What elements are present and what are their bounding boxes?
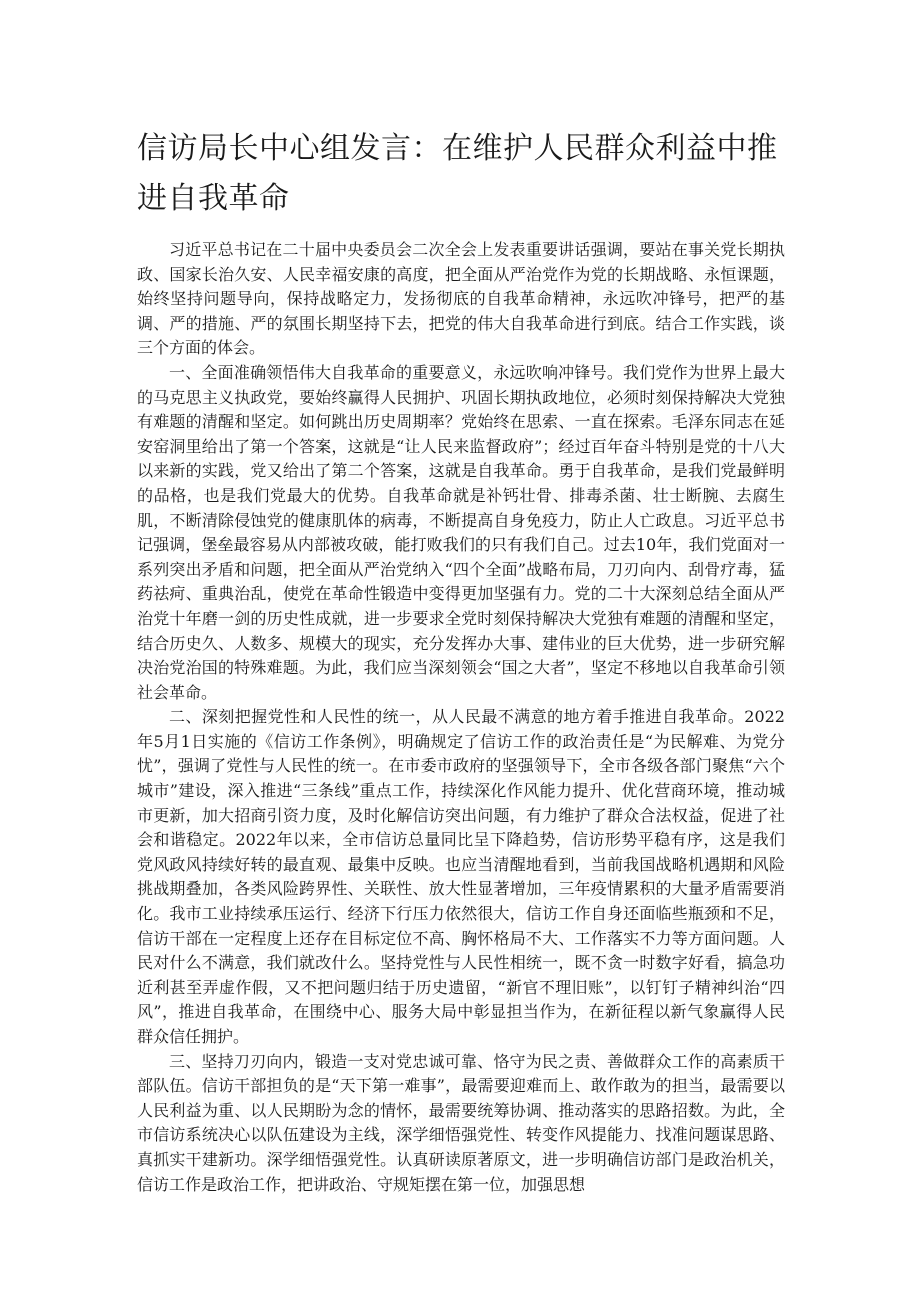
paragraph-section-3: 三、坚持刀刃向内，锻造一支对党忠诚可靠、恪守为民之责、善做群众工作的高素质干部队伍。信访干部担负的是“天下第一难事”，最需要迎难而上、敢作敢为的担当，最需要以人民利益为重、以人民期盼为念的情怀，最需要统筹协调、推动落实的思路招数。为此，全市信访系统决心以队伍建设为主线，深学细悟强党性、转变作风提能力、找准问题谋思路、真抓实干建新功。深学细悟强党性。认真研读原著原文，进一步明确信访部门是政治机关，信访工作是政治工作，把讲政治、守规矩摆在第一位，加强思想	[137, 1051, 785, 1194]
document-title: 信访局长中心组发言：在维护人民群众利益中推进自我革命	[137, 131, 778, 216]
paragraph-section-2: 二、深刻把握党性和人民性的统一，从人民最不满意的地方着手推进自我革命。2022年5月1日实施的《信访工作条例》，明确规定了信访工作的政治责任是“为民解难、为党分忧”，强调了党性与人民性的统一。在市委市政府的坚强领导下，全市各级各部门聚焦“六个城市”建设，深入推进“三条线”重点工作，持续深化作风能力提升、优化营商环境，推动城市更新，加大招商引资力度，及时化解信访突出问题，有力维护了群众合法权益，促进了社会和谐稳定。2022年以来，全市信访总量同比呈下降趋势，信访形势平稳有序，这是我们党风政风持续好转的最直观、最集中反映。也应当清醒地看到，当前我国战略机遇期和风险挑战期叠加，各类风险跨界性、关联性、放大性显著增加，三年疫情累积的大量矛盾需要消化。我市工业持续承压运行、经济下行压力依然很大，信访工作自身还面临些瓶颈和不足，信访干部在一定程度上还存在目标定位不高、胸怀格局不大、工作落实不力等方面问题。人民对什么不满意，我们就改什么。坚持党性与人民性相统一，既不贪一时数字好看，搞急功近利甚至弄虚作假，又不把问题归结于历史遗留，“新官不理旧账”，以钉钉子精神纠治“四风”，推进自我革命，在围绕中心、服务大局中彰显担当作为，在新征程以新气象赢得人民群众信任拥护。	[137, 707, 785, 1046]
paragraph-section-1: 一、全面准确领悟伟大自我革命的重要意义，永远吹响冲锋号。我们党作为世界上最大的马克思主义执政党，要始终赢得人民拥护、巩固长期执政地位，必须时刻保持解决大党独有难题的清醒和坚定。如何跳出历史周期率？党始终在思索、一直在探索。毛泽东同志在延安窑洞里给出了第一个答案，这就是“让人民来监督政府”；经过百年奋斗特别是党的十八大以来新的实践，党又给出了第二个答案，这就是自我革命。勇于自我革命，是我们党最鲜明的品格，也是我们党最大的优势。自我革命就是补钙壮骨、排毒杀菌、壮士断腕、去腐生肌，不断清除侵蚀党的健康肌体的病毒，不断提高自身免疫力，防止人亡政息。习近平总书记强调，堡垒最容易从内部被攻破，能打败我们的只有我们自己。过去10年，我们党面对一系列突出矛盾和问题，把全面从严治党纳入“四个全面”战略布局，刀刃向内、刮骨疗毒，猛药祛疴、重典治乱，使党在革命性锻造中变得更加坚强有力。党的二十大深刻总结全面从严治党十年磨一剑的历史性成就，进一步要求全党时刻保持解决大党独有难题的清醒和坚定，结合历史久、人数多、规模大的现实，充分发挥办大事、建伟业的巨大优势，进一步研究解决治党治国的特殊难题。为此，我们应当深刻领会“国之大者”，坚定不移地以自我革命引领社会革命。	[137, 362, 785, 702]
paragraph-intro: 习近平总书记在二十届中央委员会二次全会上发表重要讲话强调，要站在事关党长期执政、国家长治久安、人民幸福安康的高度，把全面从严治党作为党的长期战略、永恒课题，始终坚持问题导向，保持战略定力，发扬彻底的自我革命精神，永远吹冲锋号，把严的基调、严的措施、严的氛围长期坚持下去，把党的伟大自我革命进行到底。结合工作实践，谈三个方面的体会。	[137, 240, 785, 358]
document-page	[137, 124, 785, 1197]
